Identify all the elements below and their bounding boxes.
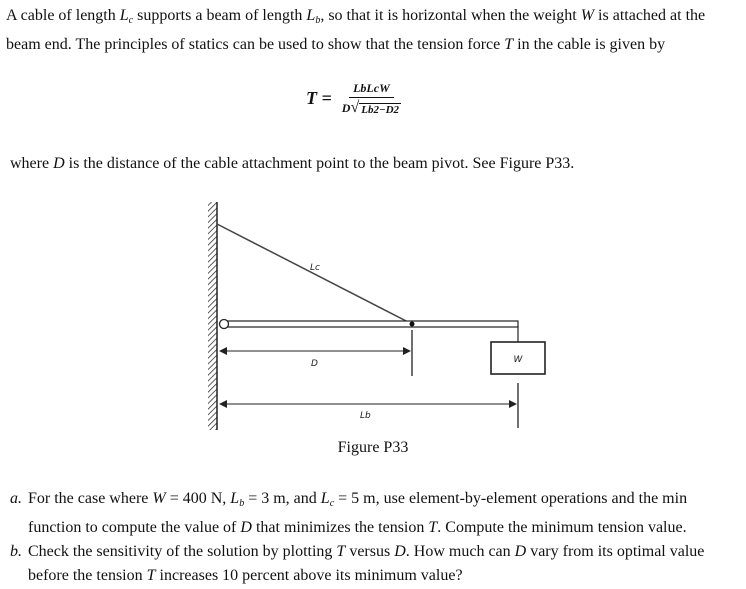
formula-denominator-lead: D: [341, 100, 351, 115]
d-symbol: D: [53, 155, 65, 172]
d-label: D: [311, 359, 318, 369]
d-symbol: D: [514, 543, 527, 560]
cable-attachment-point: [410, 322, 415, 327]
w-symbol: W: [580, 7, 595, 24]
formula-denominator: [342, 98, 401, 116]
t-symbol: T: [146, 567, 156, 584]
lb-label: Lb: [360, 411, 371, 421]
where-text: where: [10, 155, 54, 172]
d-symbol: D: [394, 543, 406, 560]
where-text: is the distance of the cable attachment point to the beam pivot. See Figure P33.: [64, 155, 575, 172]
question-text: Check the sensitivity of the solution by plotting: [28, 543, 337, 560]
d-symbol: D: [240, 519, 252, 536]
question-a: [0, 487, 740, 540]
wall-hatching: [208, 202, 217, 430]
question-b: [0, 540, 740, 588]
intro-text: in the cable is given by: [513, 36, 666, 53]
question-text: increases 10 percent above its minimum value?: [155, 567, 463, 584]
question-text: vary from its optimal value before the tension: [28, 543, 705, 584]
question-text: . Compute the minimum tension value.: [437, 519, 687, 536]
question-text: versus: [345, 543, 395, 560]
lc-subscript: c: [329, 498, 335, 509]
lc-symbol: L: [320, 490, 330, 507]
w-symbol: W: [152, 490, 166, 507]
w-label: W: [513, 355, 523, 365]
formula-lhs: T =: [306, 87, 332, 108]
lc-label: Lc: [310, 263, 320, 273]
lb-subscript: b: [239, 498, 245, 509]
question-text: = 3 m, and: [244, 490, 321, 507]
question-label: b.: [10, 543, 22, 560]
question-text: . How much can: [405, 543, 515, 560]
formula-radical: [350, 100, 401, 116]
where-paragraph: [10, 152, 574, 176]
formula-numerator: LbLcW: [349, 81, 394, 98]
intro-text: , so that it is horizontal when the weight: [320, 7, 581, 24]
intro-paragraph: [6, 4, 736, 57]
figure-p33-diagram: [200, 196, 560, 436]
pivot-pin-icon: [220, 320, 229, 329]
cable-line: [217, 224, 412, 324]
question-text: = 5 m, use element-by-element operations and the min function to compute the value of: [28, 490, 688, 536]
lb-symbol: L: [230, 490, 240, 507]
lc-subscript: c: [128, 15, 134, 26]
intro-text: supports a beam of length: [133, 7, 307, 24]
lc-symbol: L: [119, 7, 129, 24]
formula-radicand: Lb2−D2: [361, 103, 400, 116]
lb-subscript: b: [315, 15, 321, 26]
question-list: [0, 487, 746, 588]
intro-text: is attached at the beam end. The principles of statics can be used to show that the tension force: [6, 7, 706, 53]
question-text: that minimizes the tension: [251, 519, 429, 536]
radical-symbol: √: [350, 98, 360, 116]
t-symbol: T: [336, 543, 346, 560]
formula-fraction: [342, 81, 401, 116]
question-text: For the case where: [28, 490, 153, 507]
question-text: = 400 N,: [165, 490, 231, 507]
lb-symbol: L: [306, 7, 316, 24]
t-symbol: T: [428, 519, 438, 536]
tension-formula: [306, 76, 401, 120]
beam: [222, 321, 518, 327]
question-label: a.: [10, 490, 22, 507]
figure-caption: Figure P33: [337, 439, 409, 456]
t-symbol: T: [504, 36, 514, 53]
intro-text: A cable of length: [6, 7, 120, 24]
